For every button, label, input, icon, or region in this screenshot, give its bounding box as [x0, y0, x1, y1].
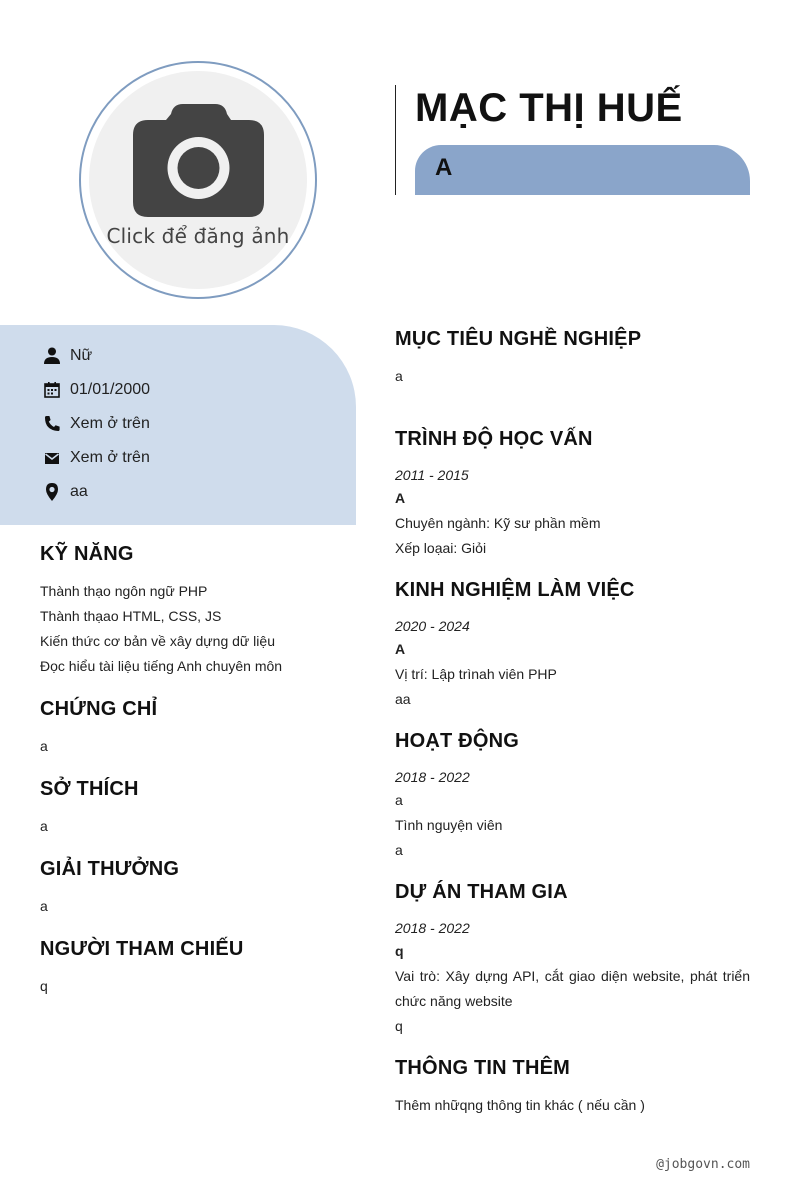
- experience-role: Vị trí: Lập trìnah viên PHP: [395, 666, 557, 682]
- experience-title: KINH NGHIỆM LÀM VIỆC: [395, 579, 635, 601]
- objective-title: MỤC TIÊU NGHỀ NGHIỆP: [395, 328, 642, 350]
- certificates-text: a: [40, 738, 48, 754]
- experience-desc: aa: [395, 691, 411, 707]
- objective-text: a: [395, 368, 403, 384]
- skill-item: Thành thạo ngôn ngữ PHP: [40, 583, 208, 599]
- activities-title: HOẠT ĐỘNG: [395, 730, 520, 752]
- projects-role: Vai trò: Xây dựng API, cắt giao diện website, phát triển chức năng website: [395, 968, 750, 1009]
- skill-item: Thành thạao HTML, CSS, JS: [40, 608, 222, 624]
- header-divider: [395, 85, 396, 195]
- experience-period: 2020 - 2024: [395, 618, 470, 634]
- phone-value: Xem ở trên: [70, 415, 150, 432]
- education-major: Chuyên ngành: Kỹ sư phần mềm: [395, 515, 601, 531]
- address-value: aa: [70, 483, 88, 500]
- camera-icon[interactable]: [133, 102, 264, 217]
- projects-period: 2018 - 2022: [395, 920, 470, 936]
- education-entry: [395, 463, 750, 561]
- skills-title: KỸ NĂNG: [40, 543, 134, 565]
- hobbies-title: SỞ THÍCH: [40, 778, 139, 800]
- skills-list: [40, 579, 282, 679]
- calendar-icon: [40, 378, 64, 402]
- references-title: NGƯỜI THAM CHIẾU: [40, 938, 244, 960]
- education-period: 2011 - 2015: [395, 467, 469, 483]
- projects-entry: [395, 916, 750, 1039]
- additional-text: Thêm nhữqng thông tin khác ( nếu cần ): [395, 1097, 645, 1113]
- activities-org: a: [395, 792, 403, 808]
- projects-desc: q: [395, 1018, 403, 1034]
- references-text: q: [40, 978, 48, 994]
- contact-address: [40, 480, 88, 504]
- position-title: A: [435, 154, 453, 181]
- birthday-value: 01/01/2000: [70, 381, 151, 398]
- email-value: Xem ở trên: [70, 449, 150, 466]
- contact-gender: [40, 344, 92, 368]
- gender-value: Nữ: [70, 347, 93, 364]
- activities-period: 2018 - 2022: [395, 769, 470, 785]
- awards-text: a: [40, 898, 48, 914]
- phone-icon: [40, 412, 64, 436]
- hobbies-text: a: [40, 818, 48, 834]
- location-pin-icon: [40, 480, 64, 504]
- education-grade: Xếp loạai: Giỏi: [395, 540, 487, 556]
- education-school: A: [395, 490, 406, 506]
- position-band: [415, 145, 750, 195]
- additional-title: THÔNG TIN THÊM: [395, 1057, 571, 1079]
- full-name: MẠC THỊ HUẾ: [415, 86, 683, 130]
- skill-item: Đọc hiểu tài liệu tiếng Anh chuyên môn: [40, 658, 283, 674]
- experience-entry: [395, 614, 750, 712]
- experience-company: A: [395, 641, 406, 657]
- activities-entry: [395, 765, 750, 863]
- education-title: TRÌNH ĐỘ HỌC VẤN: [395, 428, 593, 450]
- activities-desc: a: [395, 842, 403, 858]
- activities-role: Tình nguyện viên: [395, 817, 503, 833]
- certificates-title: CHỨNG CHỈ: [40, 698, 158, 720]
- upload-photo-label[interactable]: Click để đăng ảnh: [106, 224, 290, 248]
- projects-name: q: [395, 943, 404, 959]
- person-icon: [40, 344, 64, 368]
- contact-birthday: [40, 378, 150, 402]
- awards-title: GIẢI THƯỞNG: [40, 858, 180, 880]
- contact-email: [40, 446, 150, 470]
- footer-brand: @jobgovn.com: [656, 1157, 750, 1172]
- skill-item: Kiến thức cơ bản về xây dựng dữ liệu: [40, 633, 275, 649]
- projects-title: DỰ ÁN THAM GIA: [395, 881, 568, 903]
- mail-icon: [40, 446, 64, 470]
- contact-phone: [40, 412, 150, 436]
